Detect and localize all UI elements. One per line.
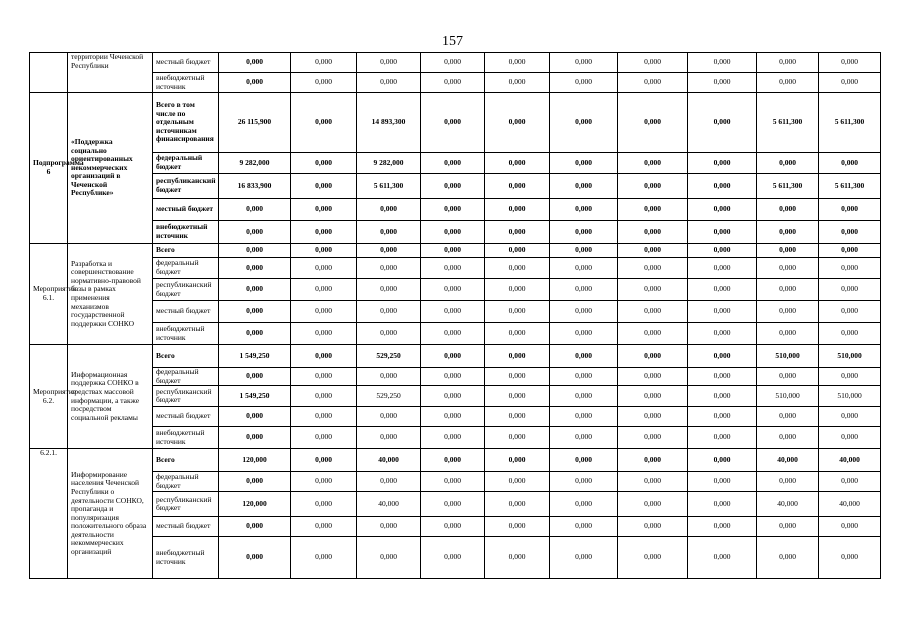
amount-cell: 0,000	[291, 301, 357, 323]
amount-cell: 0,000	[688, 279, 757, 301]
funding-source: местный бюджет	[153, 199, 219, 221]
amount-cell: 0,000	[550, 323, 618, 345]
amount-cell: 0,000	[688, 492, 757, 517]
amount-cell: 9 282,000	[219, 153, 291, 174]
amount-cell: 0,000	[618, 492, 688, 517]
amount-cell: 0,000	[550, 368, 618, 386]
amount-cell: 529,250	[357, 345, 421, 368]
table-row	[30, 53, 881, 73]
amount-cell: 0,000	[688, 93, 757, 153]
amount-cell: 0,000	[618, 368, 688, 386]
amount-cell: 0,000	[618, 345, 688, 368]
amount-cell: 0,000	[421, 517, 485, 537]
table-row	[30, 386, 881, 407]
amount-cell: 0,000	[688, 153, 757, 174]
amount-cell: 0,000	[357, 407, 421, 427]
amount-cell: 0,000	[550, 174, 618, 199]
amount-cell: 0,000	[421, 301, 485, 323]
amount-cell: 0,000	[357, 323, 421, 345]
amount-cell: 510,000	[757, 345, 819, 368]
amount-cell: 0,000	[421, 153, 485, 174]
amount-cell: 0,000	[757, 472, 819, 492]
amount-cell: 0,000	[819, 244, 881, 258]
funding-source: Всего	[153, 449, 219, 472]
amount-cell: 0,000	[421, 427, 485, 449]
table-row	[30, 258, 881, 279]
amount-cell: 0,000	[819, 221, 881, 244]
amount-cell: 0,000	[618, 53, 688, 73]
amount-cell: 0,000	[485, 244, 550, 258]
amount-cell: 0,000	[485, 153, 550, 174]
amount-cell: 0,000	[819, 407, 881, 427]
amount-cell: 0,000	[819, 323, 881, 345]
amount-cell: 0,000	[421, 407, 485, 427]
amount-cell: 0,000	[291, 73, 357, 93]
amount-cell: 0,000	[688, 301, 757, 323]
amount-cell: 0,000	[291, 279, 357, 301]
amount-cell: 0,000	[291, 517, 357, 537]
amount-cell: 0,000	[421, 492, 485, 517]
funding-source: Всего	[153, 345, 219, 368]
amount-cell: 0,000	[618, 386, 688, 407]
amount-cell: 0,000	[550, 244, 618, 258]
program-code: 6.2.1.	[30, 449, 68, 579]
table-row	[30, 244, 881, 258]
table-row	[30, 221, 881, 244]
amount-cell: 0,000	[421, 472, 485, 492]
amount-cell: 0,000	[219, 301, 291, 323]
amount-cell: 26 115,900	[219, 93, 291, 153]
amount-cell: 0,000	[618, 449, 688, 472]
amount-cell: 0,000	[819, 537, 881, 579]
amount-cell: 0,000	[819, 472, 881, 492]
table-row	[30, 153, 881, 174]
amount-cell: 0,000	[688, 386, 757, 407]
amount-cell: 0,000	[291, 323, 357, 345]
amount-cell: 0,000	[485, 345, 550, 368]
funding-source: республиканский бюджет	[153, 492, 219, 517]
amount-cell: 0,000	[688, 258, 757, 279]
funding-source: Всего	[153, 244, 219, 258]
table-row	[30, 517, 881, 537]
amount-cell: 0,000	[357, 517, 421, 537]
amount-cell: 5 611,300	[757, 93, 819, 153]
table-row	[30, 301, 881, 323]
amount-cell: 0,000	[485, 53, 550, 73]
amount-cell: 0,000	[550, 258, 618, 279]
amount-cell: 0,000	[485, 323, 550, 345]
amount-cell: 0,000	[421, 449, 485, 472]
amount-cell: 0,000	[550, 472, 618, 492]
amount-cell: 14 893,300	[357, 93, 421, 153]
amount-cell: 0,000	[757, 244, 819, 258]
amount-cell: 0,000	[757, 427, 819, 449]
amount-cell: 0,000	[485, 517, 550, 537]
amount-cell: 0,000	[688, 407, 757, 427]
table-row	[30, 345, 881, 368]
amount-cell: 0,000	[421, 368, 485, 386]
amount-cell: 0,000	[291, 472, 357, 492]
table-row	[30, 279, 881, 301]
amount-cell: 0,000	[291, 93, 357, 153]
amount-cell: 0,000	[688, 323, 757, 345]
amount-cell: 9 282,000	[357, 153, 421, 174]
amount-cell: 0,000	[291, 449, 357, 472]
amount-cell: 0,000	[757, 53, 819, 73]
amount-cell: 0,000	[550, 279, 618, 301]
amount-cell: 0,000	[618, 427, 688, 449]
amount-cell: 0,000	[219, 323, 291, 345]
amount-cell: 0,000	[219, 53, 291, 73]
amount-cell: 0,000	[618, 517, 688, 537]
amount-cell: 0,000	[357, 279, 421, 301]
amount-cell: 0,000	[421, 221, 485, 244]
amount-cell: 0,000	[485, 368, 550, 386]
amount-cell: 0,000	[757, 368, 819, 386]
amount-cell: 0,000	[485, 472, 550, 492]
amount-cell: 5 611,300	[819, 93, 881, 153]
amount-cell: 0,000	[757, 279, 819, 301]
program-name: Информационная поддержка СОНКО в средствах массовой информации, а также посредством социальной рекламы	[68, 345, 153, 449]
table-row	[30, 407, 881, 427]
amount-cell: 0,000	[618, 407, 688, 427]
amount-cell: 0,000	[618, 153, 688, 174]
amount-cell: 0,000	[357, 221, 421, 244]
amount-cell: 0,000	[421, 386, 485, 407]
amount-cell: 0,000	[550, 153, 618, 174]
funding-source: Всего в том числе по отдельным источникам финансирования	[153, 93, 219, 153]
table-row	[30, 93, 881, 153]
amount-cell: 0,000	[688, 345, 757, 368]
amount-cell: 0,000	[550, 449, 618, 472]
amount-cell: 0,000	[219, 407, 291, 427]
program-name: Разработка и совершенствование нормативно-правовой базы в рамках применения механизмов государственной поддержки СОНКО	[68, 244, 153, 345]
amount-cell: 0,000	[688, 244, 757, 258]
amount-cell: 0,000	[219, 368, 291, 386]
table-row	[30, 199, 881, 221]
amount-cell: 0,000	[550, 386, 618, 407]
amount-cell: 0,000	[485, 537, 550, 579]
amount-cell: 0,000	[219, 427, 291, 449]
amount-cell: 0,000	[357, 301, 421, 323]
amount-cell: 0,000	[219, 199, 291, 221]
program-name: территории Чеченской Республики	[68, 53, 153, 93]
amount-cell: 0,000	[357, 73, 421, 93]
funding-source: местный бюджет	[153, 53, 219, 73]
funding-source: внебюджетный источник	[153, 73, 219, 93]
amount-cell: 0,000	[291, 537, 357, 579]
funding-source: местный бюджет	[153, 301, 219, 323]
amount-cell: 0,000	[819, 427, 881, 449]
amount-cell: 0,000	[485, 449, 550, 472]
amount-cell: 0,000	[757, 258, 819, 279]
amount-cell: 0,000	[757, 323, 819, 345]
amount-cell: 0,000	[421, 345, 485, 368]
amount-cell: 0,000	[485, 427, 550, 449]
amount-cell: 0,000	[485, 73, 550, 93]
amount-cell: 0,000	[485, 279, 550, 301]
amount-cell: 0,000	[421, 174, 485, 199]
amount-cell: 0,000	[291, 258, 357, 279]
amount-cell: 0,000	[291, 221, 357, 244]
amount-cell: 40,000	[357, 449, 421, 472]
amount-cell: 0,000	[219, 517, 291, 537]
amount-cell: 0,000	[357, 258, 421, 279]
amount-cell: 0,000	[757, 517, 819, 537]
amount-cell: 0,000	[618, 279, 688, 301]
amount-cell: 0,000	[618, 258, 688, 279]
amount-cell: 0,000	[485, 93, 550, 153]
amount-cell: 0,000	[618, 244, 688, 258]
table-row	[30, 492, 881, 517]
amount-cell: 0,000	[291, 368, 357, 386]
amount-cell: 0,000	[485, 386, 550, 407]
amount-cell: 0,000	[618, 537, 688, 579]
amount-cell: 0,000	[618, 93, 688, 153]
amount-cell: 0,000	[219, 537, 291, 579]
amount-cell: 0,000	[219, 73, 291, 93]
amount-cell: 0,000	[757, 73, 819, 93]
amount-cell: 0,000	[819, 53, 881, 73]
amount-cell: 0,000	[550, 73, 618, 93]
amount-cell: 0,000	[291, 199, 357, 221]
table-row	[30, 449, 881, 472]
table-row	[30, 537, 881, 579]
table-row	[30, 323, 881, 345]
table-row	[30, 472, 881, 492]
amount-cell: 0,000	[550, 301, 618, 323]
amount-cell: 0,000	[819, 517, 881, 537]
amount-cell: 0,000	[485, 221, 550, 244]
amount-cell: 0,000	[485, 174, 550, 199]
amount-cell: 0,000	[757, 199, 819, 221]
amount-cell: 0,000	[688, 427, 757, 449]
amount-cell: 0,000	[618, 301, 688, 323]
amount-cell: 0,000	[618, 323, 688, 345]
program-name: Информирование населения Чеченской Республики о деятельности СОНКО, пропаганда и популяризация положительного образа деятельности некоммерческих организаций	[68, 449, 153, 579]
amount-cell: 16 833,900	[219, 174, 291, 199]
funding-source: внебюджетный источник	[153, 221, 219, 244]
page-number: 157	[442, 34, 463, 49]
amount-cell: 0,000	[550, 345, 618, 368]
amount-cell: 0,000	[550, 93, 618, 153]
table-row	[30, 73, 881, 93]
amount-cell: 0,000	[688, 174, 757, 199]
amount-cell: 0,000	[485, 199, 550, 221]
amount-cell: 0,000	[291, 386, 357, 407]
amount-cell: 0,000	[291, 53, 357, 73]
amount-cell: 0,000	[421, 244, 485, 258]
amount-cell: 0,000	[421, 73, 485, 93]
program-code: Мероприятие 6.2.	[30, 345, 68, 449]
amount-cell: 0,000	[421, 258, 485, 279]
amount-cell: 0,000	[357, 244, 421, 258]
amount-cell: 0,000	[618, 73, 688, 93]
amount-cell: 0,000	[291, 407, 357, 427]
amount-cell: 5 611,300	[819, 174, 881, 199]
amount-cell: 0,000	[357, 537, 421, 579]
funding-source: внебюджетный источник	[153, 427, 219, 449]
amount-cell: 5 611,300	[357, 174, 421, 199]
amount-cell: 0,000	[219, 221, 291, 244]
amount-cell: 0,000	[485, 407, 550, 427]
amount-cell: 0,000	[550, 517, 618, 537]
amount-cell: 0,000	[819, 73, 881, 93]
amount-cell: 0,000	[291, 244, 357, 258]
amount-cell: 0,000	[485, 258, 550, 279]
amount-cell: 0,000	[219, 472, 291, 492]
amount-cell: 0,000	[819, 279, 881, 301]
amount-cell: 0,000	[550, 537, 618, 579]
amount-cell: 0,000	[688, 517, 757, 537]
amount-cell: 0,000	[357, 368, 421, 386]
amount-cell: 0,000	[357, 53, 421, 73]
amount-cell: 0,000	[357, 199, 421, 221]
amount-cell: 510,000	[757, 386, 819, 407]
amount-cell: 510,000	[819, 386, 881, 407]
amount-cell: 0,000	[819, 258, 881, 279]
amount-cell: 0,000	[688, 53, 757, 73]
amount-cell: 40,000	[357, 492, 421, 517]
table-row	[30, 368, 881, 386]
amount-cell: 120,000	[219, 492, 291, 517]
amount-cell: 0,000	[618, 221, 688, 244]
funding-source: республиканский бюджет	[153, 279, 219, 301]
funding-source: федеральный бюджет	[153, 258, 219, 279]
amount-cell: 0,000	[550, 221, 618, 244]
amount-cell: 0,000	[421, 279, 485, 301]
amount-cell: 0,000	[688, 472, 757, 492]
amount-cell: 0,000	[357, 472, 421, 492]
amount-cell: 0,000	[688, 368, 757, 386]
amount-cell: 0,000	[618, 472, 688, 492]
funding-source: федеральный бюджет	[153, 368, 219, 386]
amount-cell: 0,000	[819, 301, 881, 323]
amount-cell: 0,000	[819, 153, 881, 174]
program-code: Подпрограмма 6	[30, 93, 68, 244]
financing-table	[29, 52, 881, 579]
funding-source: внебюджетный источник	[153, 323, 219, 345]
amount-cell: 510,000	[819, 345, 881, 368]
amount-cell: 0,000	[357, 427, 421, 449]
amount-cell: 40,000	[819, 449, 881, 472]
amount-cell: 0,000	[819, 199, 881, 221]
amount-cell: 0,000	[550, 199, 618, 221]
amount-cell: 0,000	[291, 492, 357, 517]
amount-cell: 0,000	[618, 199, 688, 221]
amount-cell: 0,000	[819, 368, 881, 386]
amount-cell: 0,000	[550, 492, 618, 517]
funding-source: внебюджетный источник	[153, 537, 219, 579]
program-code: Мероприятие 6.1.	[30, 244, 68, 345]
amount-cell: 0,000	[550, 407, 618, 427]
amount-cell: 0,000	[550, 427, 618, 449]
funding-source: федеральный бюджет	[153, 153, 219, 174]
funding-source: местный бюджет	[153, 407, 219, 427]
amount-cell: 0,000	[421, 93, 485, 153]
amount-cell: 5 611,300	[757, 174, 819, 199]
amount-cell: 120,000	[219, 449, 291, 472]
amount-cell: 0,000	[757, 221, 819, 244]
funding-source: местный бюджет	[153, 517, 219, 537]
funding-source: федеральный бюджет	[153, 472, 219, 492]
amount-cell: 0,000	[219, 244, 291, 258]
funding-source: республиканский бюджет	[153, 386, 219, 407]
funding-source: республиканский бюджет	[153, 174, 219, 199]
amount-cell: 0,000	[219, 258, 291, 279]
table-row	[30, 427, 881, 449]
amount-cell: 0,000	[688, 73, 757, 93]
amount-cell: 0,000	[485, 301, 550, 323]
program-code	[30, 53, 68, 93]
amount-cell: 40,000	[819, 492, 881, 517]
amount-cell: 0,000	[757, 537, 819, 579]
amount-cell: 1 549,250	[219, 345, 291, 368]
amount-cell: 0,000	[291, 427, 357, 449]
amount-cell: 0,000	[618, 174, 688, 199]
amount-cell: 0,000	[421, 323, 485, 345]
amount-cell: 0,000	[688, 199, 757, 221]
amount-cell: 40,000	[757, 492, 819, 517]
amount-cell: 40,000	[757, 449, 819, 472]
amount-cell: 0,000	[688, 537, 757, 579]
amount-cell: 0,000	[688, 449, 757, 472]
table-row	[30, 174, 881, 199]
amount-cell: 0,000	[219, 279, 291, 301]
program-name: «Поддержка социально ориентированных некоммерческих организаций в Чеченской Республике»	[68, 93, 153, 244]
amount-cell: 0,000	[421, 537, 485, 579]
amount-cell: 529,250	[357, 386, 421, 407]
amount-cell: 0,000	[550, 53, 618, 73]
amount-cell: 0,000	[421, 199, 485, 221]
amount-cell: 0,000	[291, 174, 357, 199]
amount-cell: 0,000	[757, 407, 819, 427]
amount-cell: 0,000	[291, 345, 357, 368]
amount-cell: 0,000	[291, 153, 357, 174]
amount-cell: 0,000	[757, 153, 819, 174]
amount-cell: 0,000	[485, 492, 550, 517]
amount-cell: 0,000	[757, 301, 819, 323]
amount-cell: 1 549,250	[219, 386, 291, 407]
amount-cell: 0,000	[688, 221, 757, 244]
amount-cell: 0,000	[421, 53, 485, 73]
